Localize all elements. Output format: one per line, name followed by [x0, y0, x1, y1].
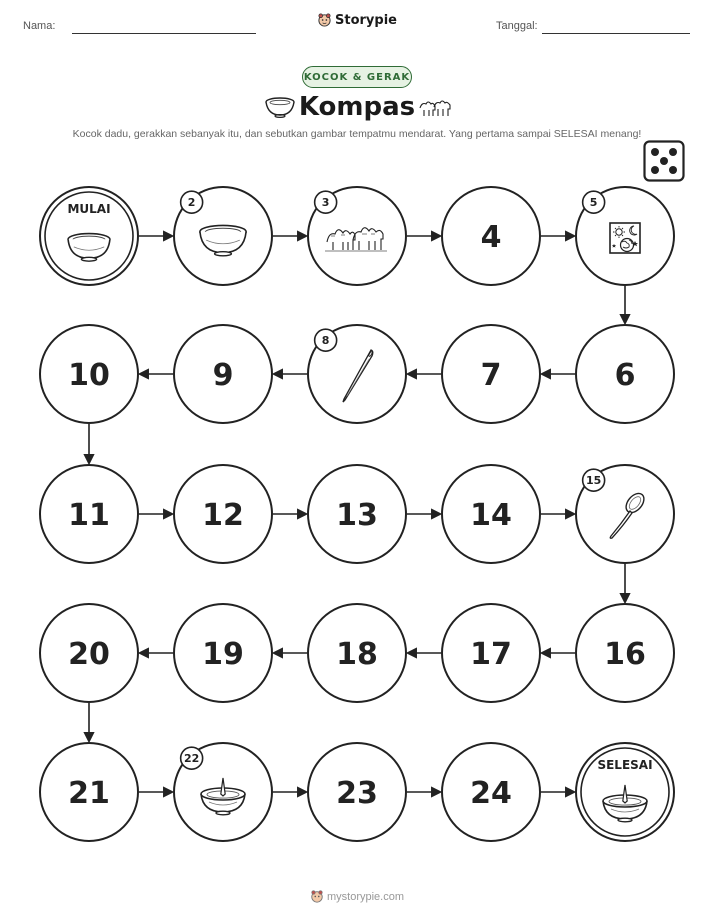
board-space-21: [40, 743, 138, 841]
space-number: 20: [68, 637, 110, 672]
sky-icon: [610, 223, 640, 253]
board-space-20: [40, 604, 138, 702]
space-number: 24: [470, 776, 512, 811]
space-number: 8: [321, 334, 330, 348]
space-number: 10: [68, 358, 110, 393]
board-space-8: [308, 325, 406, 423]
space-number: 9: [212, 358, 234, 393]
space-number-badge: [583, 191, 605, 213]
space-number: 22: [183, 752, 200, 766]
space-number-badge: [583, 469, 605, 491]
space-number: 13: [336, 498, 378, 533]
footer: [0, 889, 714, 903]
space-number: 11: [68, 498, 110, 533]
board-space-17: [442, 604, 540, 702]
space-number-badge: [181, 191, 203, 213]
board-space-12: [174, 465, 272, 563]
board-space-15: [576, 465, 674, 563]
page-title: Kompas: [298, 92, 416, 122]
space-number: 4: [480, 220, 502, 255]
board-space-2: [174, 187, 272, 285]
board-space-3: [308, 187, 406, 285]
space-number-badge: [181, 747, 203, 769]
board-space-5: [576, 187, 674, 285]
instructions: Kocok dadu, gerakkan sebanyak itu, dan sebutkan gambar tempatmu mendarat. Yang pertama sampai SELESAI menang!: [72, 128, 642, 140]
brand-name: Storypie: [335, 13, 397, 28]
space-number: 16: [604, 637, 646, 672]
board-space-4: [442, 187, 540, 285]
date-label: Tanggal:: [496, 20, 538, 32]
space-number: 19: [202, 637, 244, 672]
board-space-19: [174, 604, 272, 702]
name-label: Nama:: [23, 20, 56, 32]
board-space-selesai: [576, 743, 674, 841]
space-number: 3: [321, 196, 330, 210]
board-space-16: [576, 604, 674, 702]
space-number: 21: [68, 776, 110, 811]
space-number: 15: [585, 474, 602, 488]
footer-url: mystorypie.com: [326, 891, 405, 903]
space-number: 6: [614, 358, 636, 393]
board-space-14: [442, 465, 540, 563]
category-badge: KOCOK & GERAK: [302, 66, 412, 88]
space-label: MULAI: [67, 202, 111, 216]
board-space-18: [308, 604, 406, 702]
space-number: 18: [336, 637, 378, 672]
board-space-mulai: [40, 187, 138, 285]
board-space-13: [308, 465, 406, 563]
space-number-badge: [315, 191, 337, 213]
space-label: SELESAI: [597, 758, 653, 772]
space-number: 5: [589, 196, 598, 210]
board-space-24: [442, 743, 540, 841]
board-space-9: [174, 325, 272, 423]
board-space-6: [576, 325, 674, 423]
space-number: 7: [480, 358, 502, 393]
board-space-10: [40, 325, 138, 423]
space-number: 12: [202, 498, 244, 533]
space-number: 17: [470, 637, 512, 672]
storypie-mascot-icon: [310, 889, 324, 903]
space-number-badge: [315, 329, 337, 351]
board-space-23: [308, 743, 406, 841]
space-number: 2: [187, 196, 196, 210]
space-number: 23: [336, 776, 378, 811]
space-number: 14: [470, 498, 512, 533]
board-space-11: [40, 465, 138, 563]
board-space-7: [442, 325, 540, 423]
board-space-22: [174, 743, 272, 841]
